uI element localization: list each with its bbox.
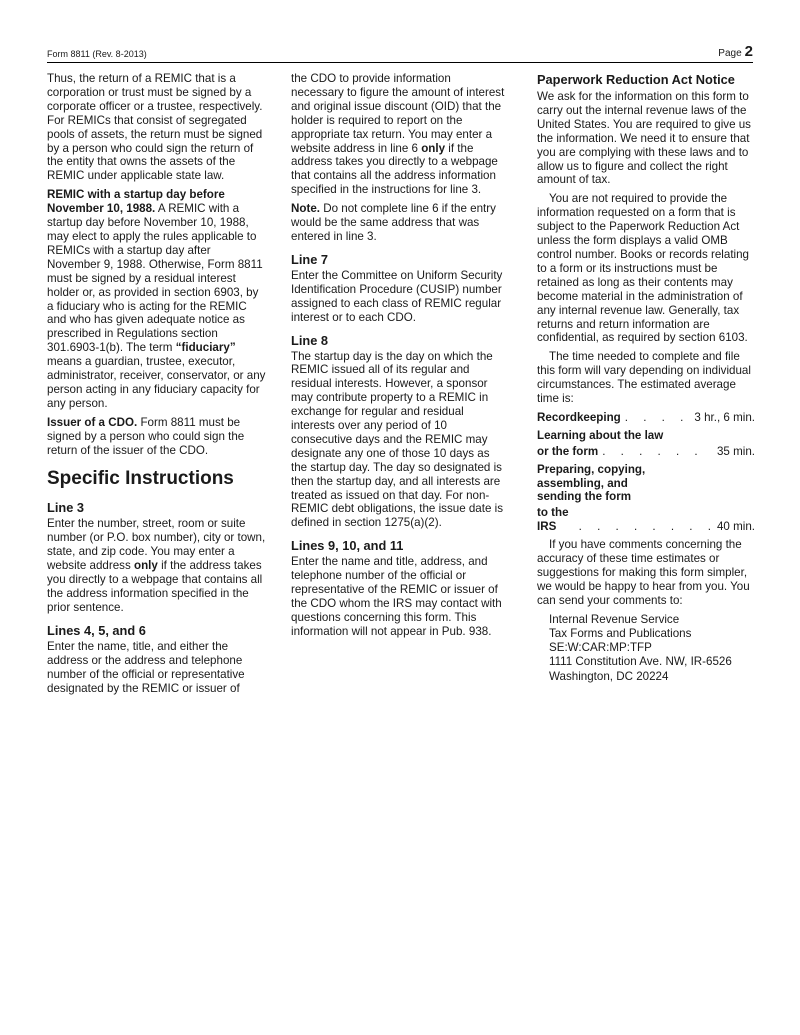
line3-text-a: Enter the number, street, room or suite number (or P.O. box number), city or town, state, and zip code. You may enter a website address xyxy=(47,517,266,573)
page-indicator xyxy=(718,43,753,60)
time-value: 3 hr., 6 min. xyxy=(694,410,755,424)
note-paragraph xyxy=(291,202,506,244)
lines91011-heading: Lines 9, 10, and 11 xyxy=(291,538,404,554)
irs-address xyxy=(549,613,755,684)
paperwork-p3: The time needed to complete and file this form will vary depending on individual circumstances. The estimated average time is: xyxy=(537,350,751,406)
dot-leader: . . . . xyxy=(624,410,690,424)
line3-text xyxy=(47,517,267,614)
address-line: 1111 Constitution Ave. NW, IR-6526 xyxy=(549,655,732,669)
time-estimate-learning xyxy=(537,429,755,459)
lines456-heading: Lines 4, 5, and 6 xyxy=(47,622,146,638)
line7-heading: Line 7 xyxy=(291,251,328,267)
startup-day-text-2: means a guardian, trustee, executor, administrator, receiver, conservator, or any person acting in any fiduciary capacity for any person. xyxy=(47,355,266,410)
startup-day-paragraph xyxy=(47,188,267,411)
column-1 xyxy=(47,72,267,700)
paperwork-p2: You are not required to provide the information requested on a form that is subject to the Paperwork Reduction Act unless the form displays a valid OMB control number. Books or records relating to a form or its instructions must be retained as long as their contents may become material in the administration of any internal revenue law. Generally, tax returns and return information are confidential, as required by section 6103. xyxy=(537,192,750,345)
line8-text: The startup day is the day on which the REMIC issued all of its regular and residual interests. However, a sponsor may contribute property to a REMIC in exchange for regular and residual interests over any period of 10 consecutive days and the REMIC may designate any one of those 10 days as the startup day. The day so designated is then the startup day, and all interests are treated as issued on that day. For non-REMIC debt obligations, the issue date is defined in section 1275(a)(2). xyxy=(291,349,504,530)
cdo-issuer-text: Form 8811 must be signed by a person who could sign the return of the issuer of the CDO. xyxy=(47,415,245,457)
header-rule xyxy=(47,62,753,63)
time-label: or the form xyxy=(537,444,599,458)
note-label: Note. xyxy=(291,202,320,216)
line8-heading: Line 8 xyxy=(291,332,328,348)
fiduciary-term: “fiduciary” xyxy=(175,341,236,355)
time-label: Recordkeeping xyxy=(537,410,621,424)
paperwork-heading: Paperwork Reduction Act Notice xyxy=(537,72,735,87)
time-label-line: assembling, and xyxy=(537,476,628,490)
lines91011-text: Enter the name and title, address, and telephone number of the official or representative of the REMIC or issuer of the CDO whom the IRS may contact with questions concerning this form. This information will not appear in Pub. 938. xyxy=(291,555,502,638)
note-text: Do not complete line 6 if the entry would be the same address that was entered in line 3. xyxy=(291,202,496,243)
time-row xyxy=(537,445,755,459)
address-line: SE:W:CAR:MP:TFP xyxy=(549,641,652,655)
address-line: Internal Revenue Service xyxy=(549,612,680,626)
dot-leader: . . . . . . xyxy=(602,444,704,458)
column-2 xyxy=(291,72,506,644)
address-line: Washington, DC 20224 xyxy=(549,669,669,683)
page-number: 2 xyxy=(744,43,753,60)
time-label: to the IRS xyxy=(537,506,569,534)
time-value: 35 min. xyxy=(716,444,755,458)
line3-text-b: if the address takes you directly to a webpage that contains all the address information specified in the prior sentence. xyxy=(47,559,263,614)
lines456-text: Enter the name, title, and either the address or the address and telephone number of the official or representative designated by the REMIC or issuer of xyxy=(47,639,245,695)
line3-heading: Line 3 xyxy=(47,500,84,516)
cdo-info-text-b: if the address takes you directly to a webpage that contains all the address information specified in the instructions for line 3. xyxy=(291,141,498,197)
specific-instructions-title: Specific Instructions xyxy=(47,468,234,490)
line7-text: Enter the Committee on Uniform Security Identification Procedure (CUSIP) number assigned to each class of REMIC regular interest or to each CDO. xyxy=(291,268,503,324)
paperwork-p4: If you have comments concerning the accuracy of these time estimates or suggestions for making this form simpler, we would be happy to hear from you. You can send your comments to: xyxy=(537,538,750,607)
time-row xyxy=(537,411,755,425)
time-label-line: Preparing, copying, xyxy=(537,462,646,476)
paperwork-p1: We ask for the information on this form to carry out the internal revenue laws of the United States. You are required to give us the information. We need it to ensure that you are complying with these laws and to allow us to figure and collect the right amount of tax. xyxy=(537,90,751,187)
dot-leader: . . . . . . . . xyxy=(578,520,717,534)
remic-signature-paragraph: Thus, the return of a REMIC that is a corporation or trust must be signed by a corporate officer or a trustee, respectively. For REMICs that consist of segregated pools of assets, the return must be signed by a person who could sign the return of the entity that owns the assets of the REMIC under applicable state law. xyxy=(47,72,263,183)
cdo-issuer-heading: Issuer of a CDO. xyxy=(47,415,138,429)
time-label-line: sending the form xyxy=(537,490,632,504)
time-value: 40 min. xyxy=(716,520,755,534)
column-3 xyxy=(537,72,755,684)
time-row xyxy=(537,506,755,534)
time-estimate-preparing xyxy=(537,463,755,535)
line6-only: only xyxy=(421,141,446,155)
form-number: Form 8811 (Rev. 8-2013) xyxy=(47,49,147,59)
cdo-info-text-a: the CDO to provide information necessary to figure the amount of interest and original issue discount (OID) that the holder is required to report on the appropriate tax return. You may enter a website address in line 6 xyxy=(291,72,505,155)
cdo-info-paragraph xyxy=(291,72,506,197)
time-estimate-recordkeeping xyxy=(537,411,755,425)
page-label: Page xyxy=(718,48,742,59)
address-line: Tax Forms and Publications xyxy=(549,626,692,640)
time-label-line: Learning about the law xyxy=(537,428,664,442)
startup-day-text: A REMIC with a startup day before November 10, 1988, may elect to apply the rules applicable to REMICs with a startup day after November 9, 1988. Otherwise, Form 8811 must be signed by a residual interest holder or, as provided in section 6903, by a fiduciary who is acting for the REMIC and who has given adequate notice as prescribed in Regulations section 301.6903-1(b). The term xyxy=(47,202,263,355)
page-header xyxy=(47,44,753,62)
cdo-issuer-paragraph xyxy=(47,416,267,458)
startup-day-heading: REMIC with a startup day before November 10, 1988. xyxy=(47,188,225,216)
line3-only: only xyxy=(134,559,158,573)
